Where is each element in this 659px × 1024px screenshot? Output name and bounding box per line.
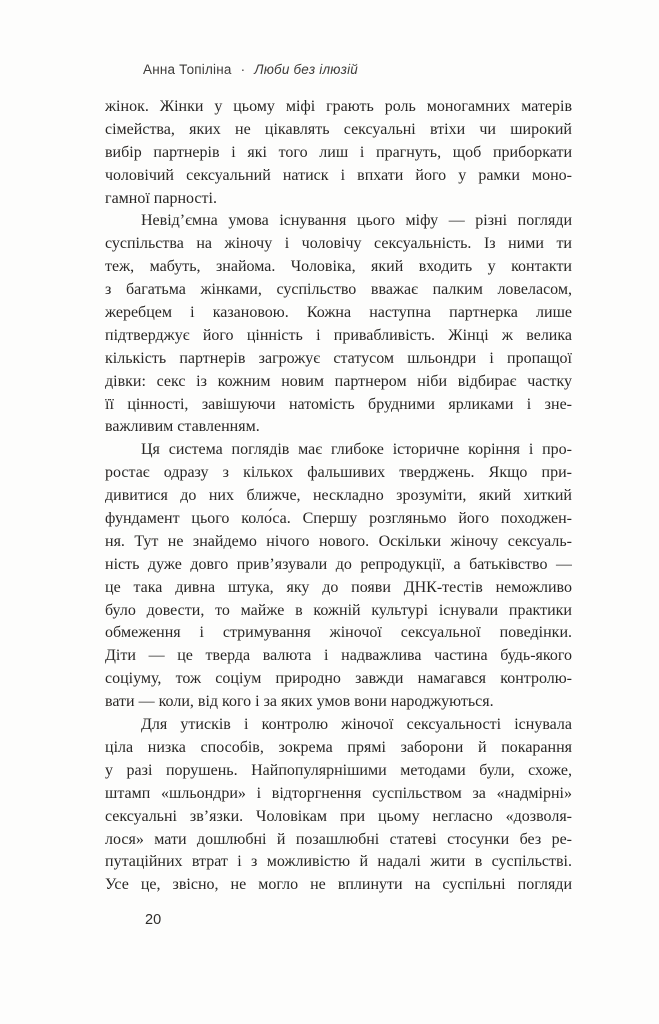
text-line: жеребцем і казановою. Кожна наступна партнерка лише [105,304,572,322]
body-text [105,96,572,897]
text-line: фундамент цього коло́са. Спершу розгляньмо його походжен- [105,510,572,528]
text-line: кількість партнерів загрожує статусом шльондри і пропащої [105,349,572,367]
text-line: штамп «шльондри» і відторгнення суспільством за «надмірні» [105,784,572,802]
author-name: Анна Топіліна [143,62,232,77]
text-line: це така дивна штука, яку до появи ДНК-тестів неможливо [105,578,572,596]
text-line: важливим ставленням. [105,418,260,436]
text-line: підтверджує його цінність і привабливість. Жінці ж велика [105,326,572,344]
text-line: її цінності, завішуючи натомість брудними ярликами і зне- [105,395,572,413]
text-line: суспільства на жіночу і чоловічу сексуальність. Із ними ти [105,235,572,253]
text-line: дивитися до них ближче, нескладно зрозуміти, який хиткий [105,487,572,505]
text-line: сексуальні зв’язки. Чоловікам при цьому негласно «дозволя- [105,807,572,825]
text-line: чоловічий сексуальний натиск і впхати його у рамки моно- [105,166,572,184]
text-line: путаційних втрат і з можливістю й надалі жити в суспільстві. [105,853,572,871]
text-line: Для утисків і контролю жіночої сексуальності існувала [141,716,572,734]
text-line: ростає одразу з кількох фальшивих тверджень. Якщо при- [105,464,572,482]
text-line: ціла низка способів, зокрема прямі заборони й покарання [105,738,572,756]
text-line: ність дуже довго прив’язували до репродукції, а батьківство — [105,555,572,573]
running-header [143,62,358,77]
header-separator: · [240,62,246,77]
text-line: у разі порушень. Найпопулярнішими методами були, схоже, [105,761,572,779]
text-line: лося» мати дошлюбні й позашлюбні статеві стосунки без ре- [105,830,572,848]
text-line: Усе це, звісно, не могло не вплинути на суспільні погляди [105,876,572,894]
text-line: ня. Тут не знайдемо нічого нового. Оскільки жіночу сексуаль- [105,532,572,550]
text-line: сімейства, яких не цікавлять сексуальні втіхи чи широкий [105,120,572,138]
text-line: обмеження і стримування жіночої сексуальної поведінки. [105,624,572,642]
text-line: гамної парності. [105,189,217,207]
text-line: з багатьма жінками, суспільство вважає палким ловеласом, [105,281,572,299]
text-line: дівки: секс із кожним новим партнером ніби відбирає частку [105,372,572,390]
text-line: Ця система поглядів має глибоке історичне коріння і про- [141,441,572,459]
text-line: Діти — це тверда валюта і надважлива частина будь-якого [105,647,572,665]
text-line: теж, мабуть, знайома. Чоловіка, який входить у контакти [105,258,572,276]
text-line: Невід’ємна умова існування цього міфу — різні погляди [141,212,572,230]
text-line: було довести, то майже в кожній культурі існували практики [105,601,572,619]
page-number: 20 [145,912,162,928]
text-line: соціуму, тож соціум природно завжди намагався контролю- [105,670,572,688]
text-line: вибір партнерів і які того лиш і прагнуть, щоб приборкати [105,143,572,161]
text-line: жінок. Жінки у цьому міфі грають роль моногамних матерів [105,98,572,115]
text-line: вати — коли, від кого і за яких умов вони народжуються. [105,693,494,711]
book-title: Люби без ілюзій [254,62,359,77]
